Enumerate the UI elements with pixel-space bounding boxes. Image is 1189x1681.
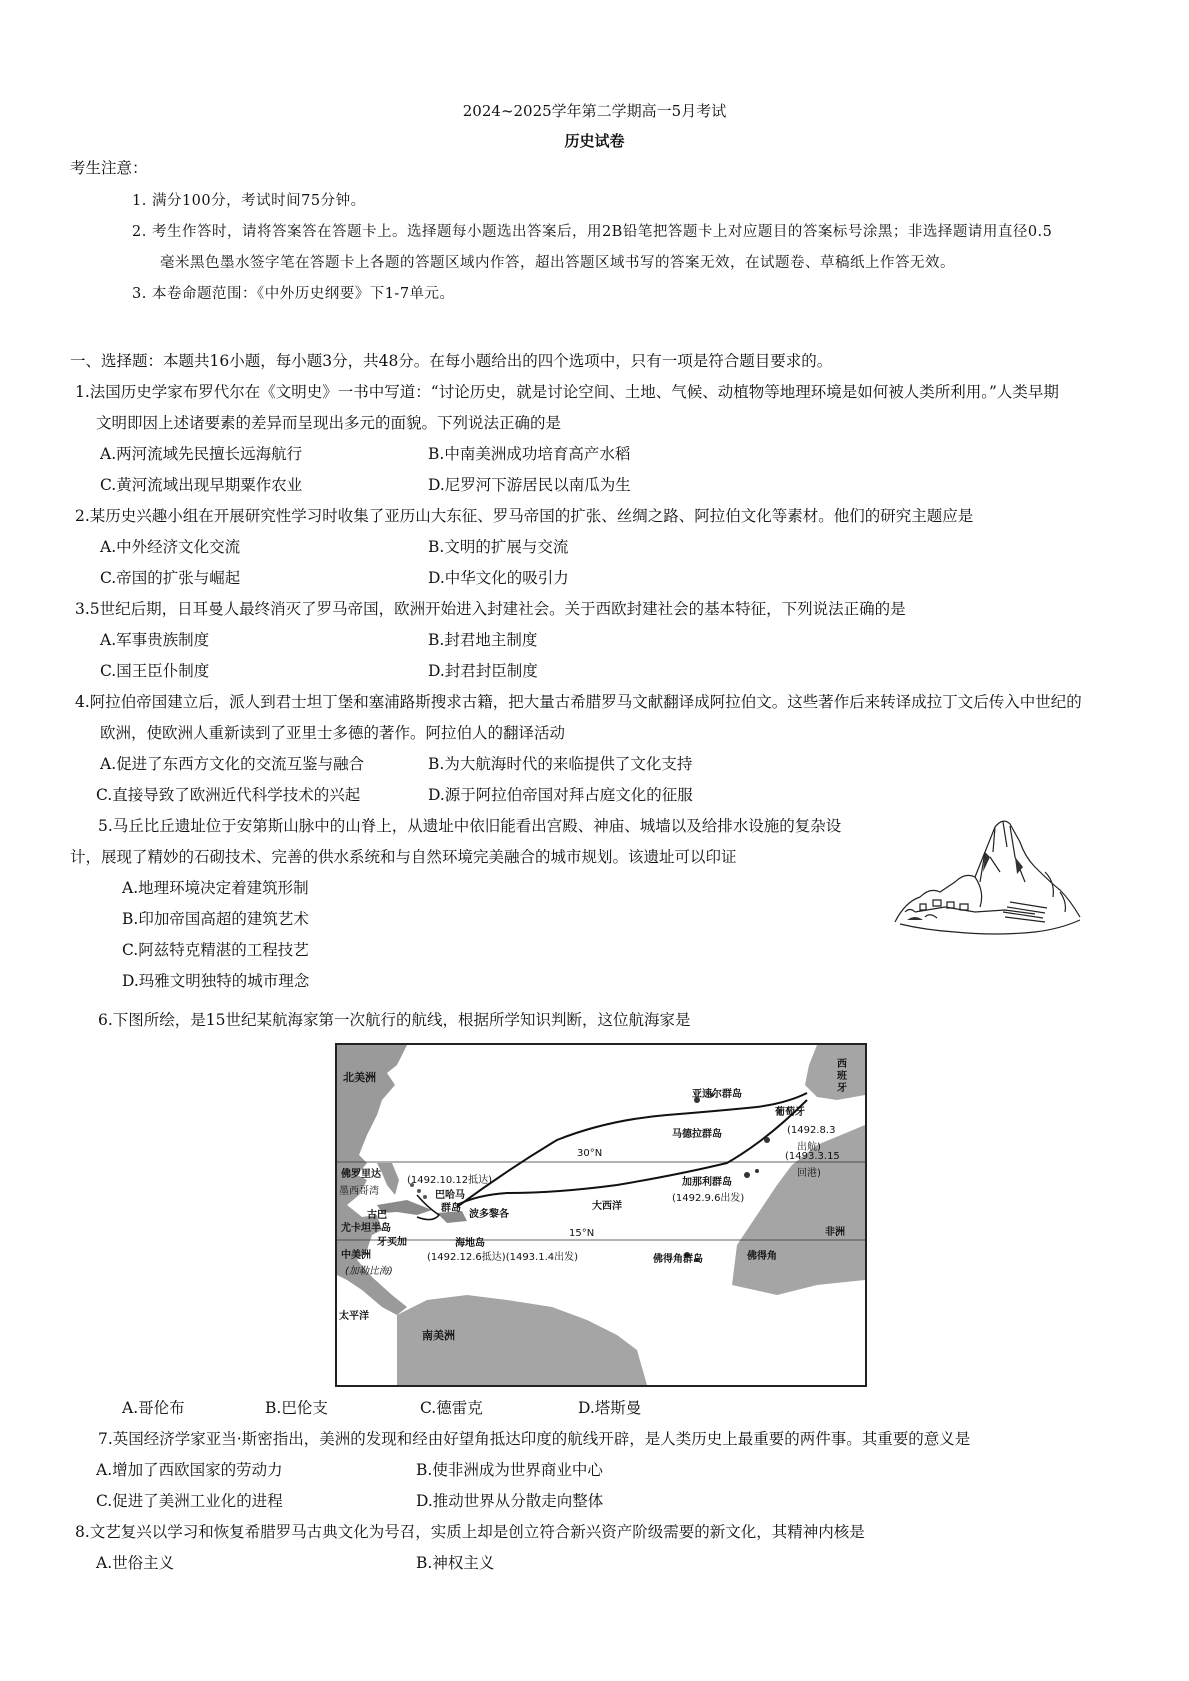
question-5-option-c[interactable]: C.阿兹特克精湛的工程技艺: [122, 941, 309, 959]
label-return: (1493.3.15: [785, 1151, 840, 1162]
label-florida: 佛罗里达: [341, 1169, 381, 1180]
question-1-line-1: 1.法国历史学家布罗代尔在《文明史》一书中写道：“讨论历史，就是讨论空间、土地、气候、动植物等地理环境是如何被人类所利用。”人类早期: [75, 383, 1059, 401]
question-8-option-b[interactable]: B.神权主义: [416, 1554, 495, 1572]
question-5-option-d[interactable]: D.玛雅文明独特的城市理念: [122, 972, 310, 990]
notice-item-2: 2. 考生作答时，请将答案答在答题卡上。选择题每小题选出答案后，用2B铅笔把答题卡上对应题目的答案标号涂黑；非选择题请用直径0.5: [132, 224, 1053, 240]
question-3-option-b[interactable]: B.封君地主制度: [428, 631, 538, 649]
section-heading: 一、选择题：本题共16小题，每小题3分，共48分。在每小题给出的四个选项中，只有一项是符合题目要求的。: [70, 352, 833, 370]
label-lat15: 15°N: [569, 1228, 595, 1239]
label-south-america: 南美洲: [422, 1329, 455, 1342]
label-cape-verde-islands: 佛得角群岛: [653, 1254, 703, 1265]
question-1-option-b[interactable]: B.中南美洲成功培育高产水稻: [428, 445, 631, 463]
question-1-option-a[interactable]: A.两河流域先民擅长远海航行: [100, 445, 303, 463]
question-6-line-1: 6.下图所绘，是15世纪某航海家第一次航行的航线，根据所学知识判断，这位航海家是: [98, 1011, 691, 1029]
question-4-option-b[interactable]: B.为大航海时代的来临提供了文化支持: [428, 755, 693, 773]
notice-item-3: 3. 本卷命题范围：《中外历史纲要》下1-7单元。: [132, 286, 455, 302]
label-lat30: 30°N: [577, 1148, 603, 1159]
label-madeira: 马德拉群岛: [672, 1129, 722, 1140]
exam-subtitle: 历史试卷: [564, 132, 625, 150]
question-6-option-b[interactable]: B.巴伦支: [265, 1399, 328, 1417]
label-cape-verde: 佛得角: [747, 1251, 777, 1262]
label-canary: 加那利群岛: [682, 1177, 732, 1188]
map-drawing: [337, 1045, 865, 1385]
label-yucatan: 尤卡坦半岛: [341, 1223, 391, 1234]
label-spain: 西班牙: [837, 1059, 847, 1094]
label-central-america: 中美洲: [341, 1250, 371, 1261]
notice-heading: 考生注意：: [70, 159, 148, 177]
label-jamaica: 牙买加: [377, 1237, 407, 1248]
question-7-option-c[interactable]: C.促进了美洲工业化的进程: [96, 1492, 283, 1510]
question-1-option-c[interactable]: C.黄河流域出现早期粟作农业: [100, 476, 303, 494]
label-cuba: 古巴: [367, 1210, 387, 1221]
label-arrive1: (1492.10.12抵达): [407, 1175, 493, 1186]
question-3-option-c[interactable]: C.国王臣仆制度: [100, 662, 210, 680]
question-4-option-a[interactable]: A.促进了东西方文化的交流互鉴与融合: [100, 755, 365, 773]
question-6-option-a[interactable]: A.哥伦布: [122, 1399, 185, 1417]
notice-item-1: 1. 满分100分，考试时间75分钟。: [132, 193, 366, 209]
label-africa: 非洲: [825, 1227, 845, 1238]
label-pacific: 太平洋: [339, 1311, 369, 1322]
question-5-option-a[interactable]: A.地理环境决定着建筑形制: [122, 879, 309, 897]
notice-item-2b: 毫米黑色墨水签字笔在答题卡上各题的答题区域内作答，超出答题区域书写的答案无效，在试题卷、草稿纸上作答无效。: [160, 255, 955, 271]
label-north-america: 北美洲: [343, 1071, 376, 1084]
question-7-line-1: 7.英国经济学家亚当·斯密指出，美洲的发现和经由好望角抵达印度的航线开辟，是人类历史上最重要的两件事。其重要的意义是: [98, 1430, 971, 1448]
label-hispaniola: 海地岛: [455, 1238, 485, 1249]
question-7-option-b[interactable]: B.使非洲成为世界商业中心: [416, 1461, 603, 1479]
question-1-option-d[interactable]: D.尼罗河下游居民以南瓜为生: [428, 476, 631, 494]
question-8-line-1: 8.文艺复兴以学习和恢复希腊罗马古典文化为号召，实质上却是创立符合新兴资产阶级需要的新文化，其精神内核是: [75, 1523, 865, 1541]
question-3-option-d[interactable]: D.封君封臣制度: [428, 662, 538, 680]
machu-picchu-illustration: [885, 812, 1085, 952]
question-7-option-a[interactable]: A.增加了西欧国家的劳动力: [96, 1461, 283, 1479]
question-4-option-d[interactable]: D.源于阿拉伯帝国对拜占庭文化的征服: [428, 786, 693, 804]
label-canary-date: (1492.9.6出发): [672, 1193, 745, 1204]
label-mexico-gulf: 墨西哥湾: [339, 1186, 379, 1197]
question-4-line-2: 欧洲，使欧洲人重新读到了亚里士多德的著作。阿拉伯人的翻译活动: [100, 724, 566, 742]
label-return2: 回港): [797, 1168, 821, 1179]
question-3-line-1: 3.5世纪后期，日耳曼人最终消灭了罗马帝国，欧洲开始进入封建社会。关于西欧封建社会的基本特征，下列说法正确的是: [75, 600, 906, 618]
label-hispaniola-dates: (1492.12.6抵达)(1493.1.4出发): [427, 1252, 579, 1263]
question-7-option-d[interactable]: D.推动世界从分散走向整体: [416, 1492, 604, 1510]
question-8-option-a[interactable]: A.世俗主义: [96, 1554, 175, 1572]
exam-title: 2024~2025学年第二学期高一5月考试: [462, 102, 727, 120]
question-4-line-1: 4.阿拉伯帝国建立后，派人到君士坦丁堡和塞浦路斯搜求古籍，把大量古希腊罗马文献翻译成阿拉伯文。这些著作后来转译成拉丁文后传入中世纪的: [75, 693, 1082, 711]
question-2-line-1: 2.某历史兴趣小组在开展研究性学习时收集了亚历山大东征、罗马帝国的扩张、丝绸之路、阿拉伯文化等素材。他们的研究主题应是: [75, 507, 974, 525]
label-puerto-rico: 波多黎各: [469, 1209, 509, 1220]
question-6-option-c[interactable]: C.德雷克: [420, 1399, 483, 1417]
label-bahamas2: 群岛: [441, 1203, 461, 1214]
label-depart: (1492.8.3: [787, 1125, 836, 1136]
label-caribbean: (加勒比海): [345, 1266, 393, 1277]
question-5-line-1: 5.马丘比丘遗址位于安第斯山脉中的山脊上，从遗址中依旧能看出宫殿、神庙、城墙以及给排水设施的复杂设: [98, 817, 842, 835]
label-atlantic: 大西洋: [592, 1201, 622, 1212]
question-2-option-a[interactable]: A.中外经济文化交流: [100, 538, 241, 556]
label-bahamas: 巴哈马: [435, 1190, 465, 1201]
label-depart2: 出航): [797, 1142, 821, 1153]
question-2-option-c[interactable]: C.帝国的扩张与崛起: [100, 569, 241, 587]
question-6-option-d[interactable]: D.塔斯曼: [578, 1399, 642, 1417]
question-3-option-a[interactable]: A.军事贵族制度: [100, 631, 210, 649]
question-5-option-b[interactable]: B.印加帝国高超的建筑艺术: [122, 910, 309, 928]
label-portugal: 葡萄牙: [775, 1107, 805, 1118]
question-2-option-d[interactable]: D.中华文化的吸引力: [428, 569, 569, 587]
label-azores: 亚速尔群岛: [692, 1089, 742, 1100]
question-5-line-2: 计，展现了精妙的石砌技术、完善的供水系统和与自然环境完美融合的城市规划。该遗址可以印证: [70, 848, 737, 866]
question-4-option-c[interactable]: C.直接导致了欧洲近代科学技术的兴起: [96, 786, 361, 804]
columbus-voyage-map: [335, 1043, 867, 1387]
question-1-line-2: 文明即因上述诸要素的差异而呈现出多元的面貌。下列说法正确的是: [96, 414, 562, 432]
question-2-option-b[interactable]: B.文明的扩展与交流: [428, 538, 569, 556]
